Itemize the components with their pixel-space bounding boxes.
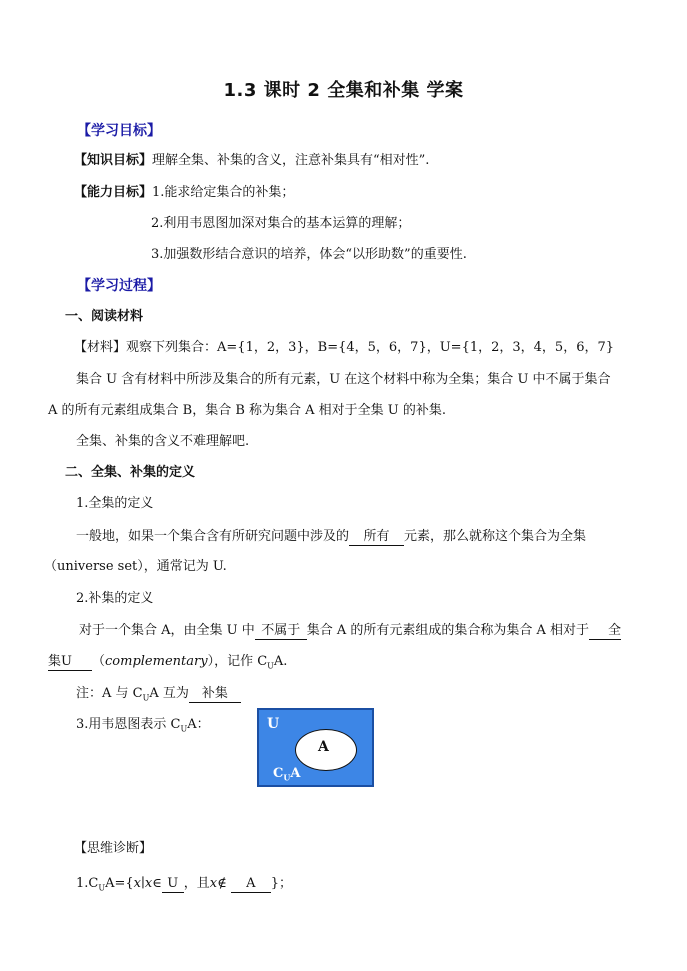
q1-var: x <box>209 876 218 891</box>
def2-text: A. <box>273 654 288 669</box>
subscript: U <box>142 693 150 703</box>
q1-var: x <box>144 876 153 891</box>
fill-blank: 不属于 <box>255 623 307 640</box>
paragraph-line: 集合 U 含有材料中所涉及集合的所有元素，U 在这个材料中称为全集；集合 U 中不属于集合 <box>76 372 611 387</box>
subscript: U <box>98 883 106 893</box>
goals-heading: 【学习目标】 <box>77 123 161 139</box>
ability-goal-item: 2.利用韦恩图加深对集合的基本运算的理解； <box>151 216 411 231</box>
q1-bar: ∣ <box>141 876 145 891</box>
knowledge-goal <box>74 152 429 170</box>
q1-text: }； <box>270 876 293 891</box>
fill-blank: U <box>162 876 184 893</box>
part1-heading: 一、阅读材料 <box>65 309 144 324</box>
venn-universe-label: U <box>267 716 280 732</box>
def2-text: complementary <box>105 654 208 669</box>
def1-line: （universe set），通常记为 U. <box>44 559 227 574</box>
venn-set-a-label: A <box>318 739 329 755</box>
knowledge-goal-text: 理解全集、补集的含义，注意补集具有“相对性”. <box>152 153 430 168</box>
def1-line <box>76 528 586 546</box>
part2-heading: 二、全集、补集的定义 <box>65 465 196 480</box>
def3-text: A： <box>187 717 210 732</box>
paragraph: 全集、补集的含义不难理解吧. <box>76 434 250 449</box>
knowledge-goal-label: 【知识目标】 <box>74 153 153 168</box>
note-text: 注：A 与 C <box>76 686 143 701</box>
def2-line <box>48 653 287 676</box>
fill-blank: 全 <box>589 623 621 640</box>
q1-var: x <box>133 876 142 891</box>
subscript: U <box>283 772 291 783</box>
q1-text: 1.C <box>76 876 99 891</box>
venn-diagram <box>257 708 374 787</box>
ability-goal-label: 【能力目标】 <box>74 185 153 200</box>
venn-complement-c: C <box>273 766 284 781</box>
element-of-symbol: ∈ <box>152 876 162 891</box>
venn-complement-label <box>273 766 300 783</box>
def1-heading: 1.全集的定义 <box>76 496 154 511</box>
q1-text: A={ <box>105 876 134 891</box>
def1-text: 元素，那么就称这个集合为全集 <box>404 529 587 544</box>
process-heading: 【学习过程】 <box>77 278 161 294</box>
not-element-of-symbol: ∉ <box>217 876 227 891</box>
diagnosis-heading: 【思维诊断】 <box>74 841 153 856</box>
q1-text: ，且 <box>183 876 210 891</box>
subscript: U <box>180 724 188 734</box>
def2-text: 对于一个集合 A，由全集 U 中 <box>79 623 255 638</box>
venn-complement-a: A <box>290 766 301 781</box>
ability-goal-item: 1.能求给定集合的补集； <box>152 185 295 200</box>
def2-line <box>79 622 621 640</box>
ability-goal <box>74 184 294 202</box>
def2-text: ），记作 C <box>207 654 268 669</box>
fill-blank: 所有 <box>349 529 404 546</box>
material-label: 【材料】 <box>74 340 127 355</box>
fill-blank: A <box>231 876 271 893</box>
question-1 <box>76 875 292 898</box>
def2-text: （ <box>92 654 106 669</box>
def2-heading: 2.补集的定义 <box>76 591 154 606</box>
note-text: A 互为 <box>149 686 189 701</box>
paragraph-line: A 的所有元素组成集合 B，集合 B 称为集合 A 相对于全集 U 的补集. <box>48 403 447 418</box>
material-text: 观察下列集合：A={1，2，3}，B={4，5，6，7}，U={1，2，3，4，5，6，7} <box>126 340 615 355</box>
def1-text: 一般地，如果一个集合含有所研究问题中涉及的 <box>76 529 350 544</box>
fill-blank: 补集 <box>189 686 241 703</box>
def2-text: 集合 A 的所有元素组成的集合称为集合 A 相对于 <box>306 623 590 638</box>
material <box>74 339 614 357</box>
def3-heading <box>76 716 210 739</box>
subscript: U <box>267 661 274 671</box>
note-line <box>76 685 241 708</box>
page-title: 1.3 课时 2 全集和补集 学案 <box>223 80 464 101</box>
ability-goal-item: 3.加强数形结合意识的培养，体会“以形助数”的重要性. <box>151 247 467 262</box>
def3-text: 3.用韦恩图表示 C <box>76 717 181 732</box>
fill-blank: 集U <box>48 654 92 671</box>
